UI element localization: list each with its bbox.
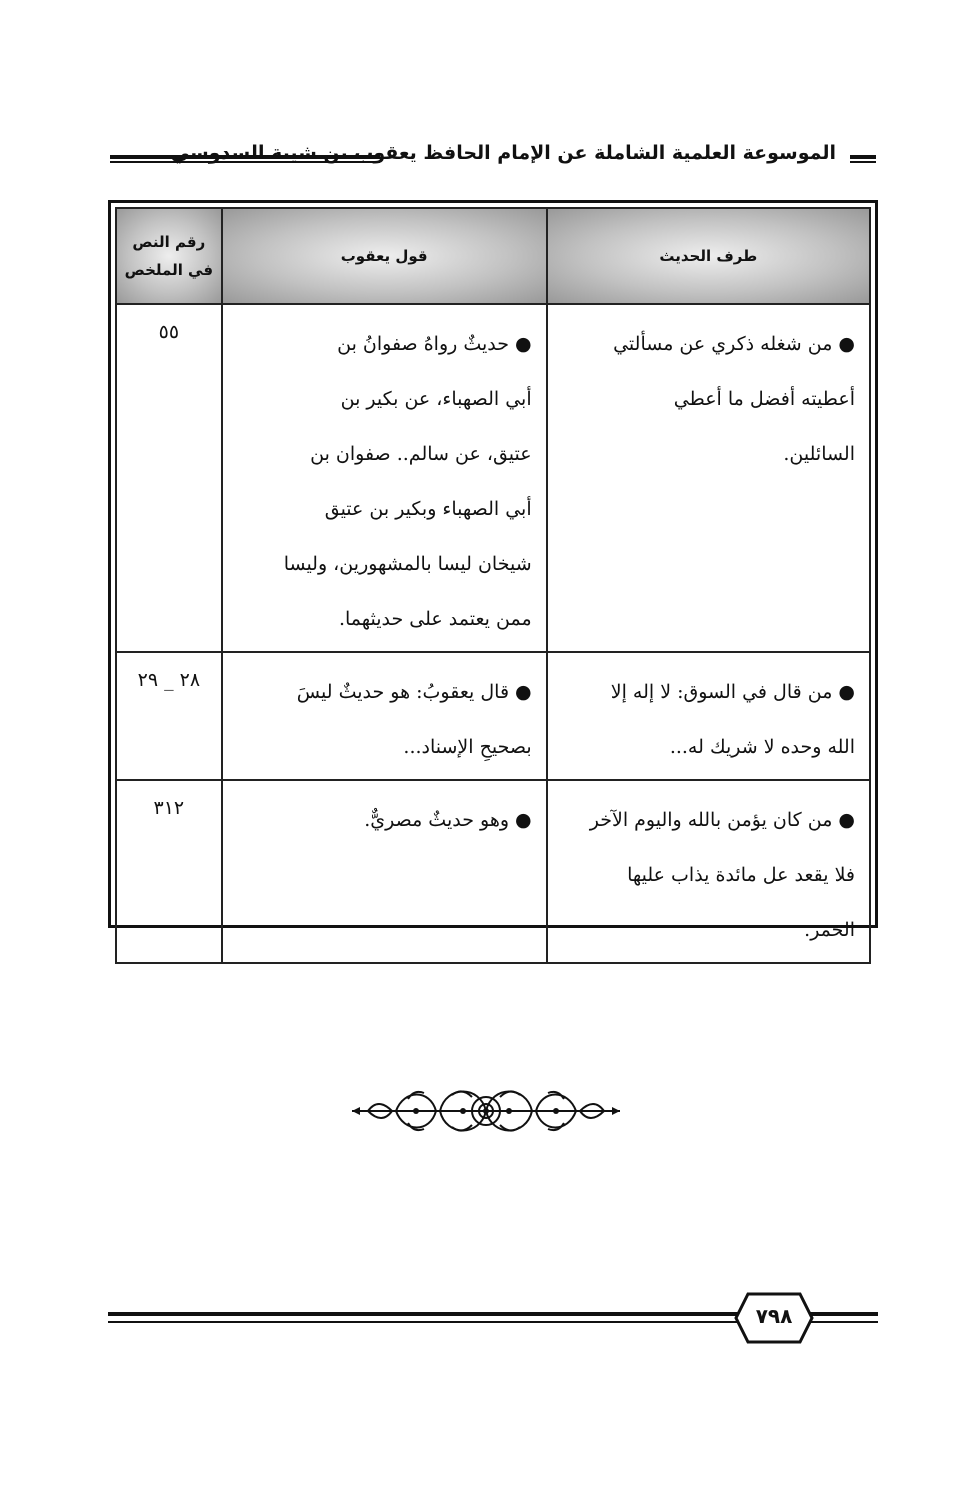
table-header-row bbox=[116, 208, 870, 304]
header-number-line2: في الملخص bbox=[124, 261, 214, 279]
table-row bbox=[116, 652, 870, 780]
bullet-icon: ● bbox=[838, 809, 855, 831]
decorative-ornament-icon bbox=[348, 1085, 624, 1137]
number-cell: ٣١٢ bbox=[116, 780, 222, 963]
saying-text-line: أبي الصهباء، عن بكير بن bbox=[340, 388, 532, 410]
saying-cell bbox=[222, 652, 547, 780]
hadith-text-line: الخمر. bbox=[804, 919, 855, 941]
saying-text-line: أبي الصهباء وبكير بن عتيق bbox=[324, 498, 532, 520]
table-row bbox=[116, 304, 870, 652]
number-cell: ٥٥ bbox=[116, 304, 222, 652]
running-header bbox=[108, 138, 876, 182]
saying-cell bbox=[222, 780, 547, 963]
hadith-table bbox=[115, 207, 871, 964]
bullet-icon: ● bbox=[515, 333, 532, 355]
saying-cell bbox=[222, 304, 547, 652]
header-number-line1: رقم النص bbox=[132, 232, 206, 251]
saying-text-line: وهو حديثٌ مصريٌّ. bbox=[364, 809, 510, 831]
hadith-cell bbox=[547, 780, 870, 963]
bullet-icon: ● bbox=[838, 333, 855, 355]
saying-text-line: بصحيحِ الإسناد... bbox=[403, 736, 532, 758]
hadith-text-line: السائلين. bbox=[783, 443, 855, 465]
book-title: الموسوعة العلمية الشاملة عن الإمام الحافظ يعقوب بن شيبة السدوسي bbox=[170, 142, 836, 164]
page-number: ٧٩٨ bbox=[755, 1304, 793, 1328]
hadith-cell bbox=[547, 304, 870, 652]
hadith-text-line: أعطيته أفضل ما أعطي bbox=[673, 388, 855, 410]
page-footer bbox=[108, 1290, 878, 1350]
hadith-text-line: الله وحده لا شريك له... bbox=[669, 736, 855, 758]
hadith-table-frame bbox=[108, 200, 878, 941]
bullet-icon: ● bbox=[515, 681, 532, 703]
bullet-icon: ● bbox=[838, 681, 855, 703]
table-row bbox=[116, 780, 870, 963]
header-hadith: طرف الحديث bbox=[547, 208, 870, 304]
hadith-text-line: فلا يقعد عل مائدة يذاب عليها bbox=[627, 864, 855, 886]
header-number bbox=[116, 208, 222, 304]
bullet-icon: ● bbox=[515, 809, 532, 831]
hadith-text-line: من كان يؤمن بالله واليوم الآخر bbox=[589, 809, 833, 831]
header-rule-right bbox=[850, 155, 876, 163]
hadith-text-line: من شغله ذكري عن مسألتي bbox=[613, 333, 833, 355]
saying-text-line: حديثٌ رواهُ صفوانُ بن bbox=[337, 333, 510, 355]
saying-text-line: ممن يعتمد على حديثهما. bbox=[338, 608, 532, 630]
saying-text-line: عتيق، عن سالم.. صفوان بن bbox=[310, 443, 532, 465]
hadith-text-line: من قال في السوق: لا إله إلا bbox=[610, 681, 833, 703]
number-cell: ٢٨ _ ٢٩ bbox=[116, 652, 222, 780]
saying-text-line: شيخان ليسا بالمشهورين، وليسا bbox=[283, 553, 532, 575]
header-saying: قول يعقوب bbox=[222, 208, 547, 304]
hadith-cell bbox=[547, 652, 870, 780]
saying-text-line: قال يعقوبُ: هو حديثٌ ليسَ bbox=[296, 681, 510, 703]
